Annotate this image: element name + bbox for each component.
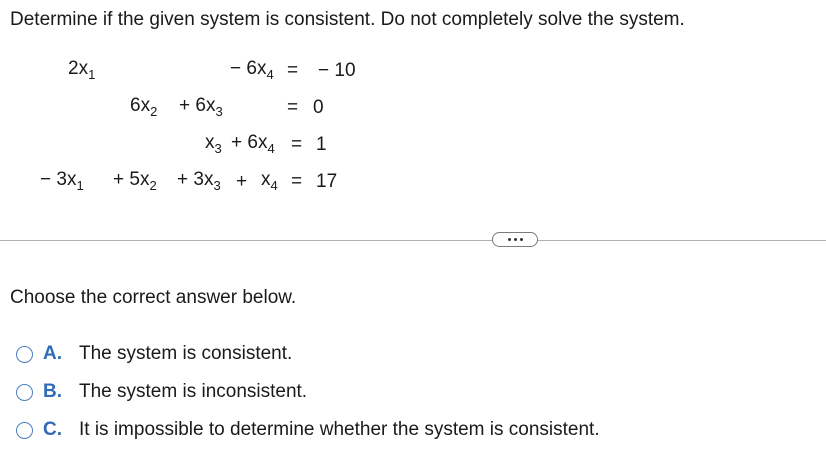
eq3-term-x4: + $6x_4$ [231, 132, 275, 156]
option-text: The system is consistent. [79, 343, 293, 364]
eq4-plus: + [236, 171, 248, 192]
eq4-term-x3: + $3x_3$ [177, 169, 221, 193]
eq4-term-x1: − $3x_1$ [40, 169, 84, 193]
eq4-term-x2: + $5x_2$ [113, 169, 157, 193]
option-c[interactable] [16, 418, 600, 442]
ellipsis-icon [514, 238, 517, 241]
question-text: Determine if the given system is consistent. Do not completely solve the system. [10, 9, 685, 30]
radio-unselected-icon[interactable] [16, 346, 33, 363]
eq4-equals: = [291, 171, 303, 192]
option-letter: C. [43, 419, 62, 440]
eq1-equals: = [287, 60, 299, 81]
option-text: The system is inconsistent. [79, 381, 308, 402]
eq3-term-x3: $x_3$ [205, 132, 222, 156]
eq3-equals: = [291, 134, 303, 155]
eq3-rhs: 1 [316, 134, 327, 155]
option-letter: A. [43, 343, 62, 364]
eq2-term-x3: + $6x_3$ [179, 95, 223, 119]
option-text: It is impossible to determine whether the system is consistent. [79, 419, 600, 440]
radio-unselected-icon[interactable] [16, 384, 33, 401]
section-divider [0, 240, 826, 241]
ellipsis-icon [508, 238, 511, 241]
option-b[interactable] [16, 380, 307, 404]
eq2-rhs: 0 [313, 97, 324, 118]
more-options-button[interactable] [492, 232, 538, 247]
eq1-rhs: − 10 [318, 60, 356, 81]
eq1-term-x4: − $6x_4$ [230, 58, 274, 82]
option-letter: B. [43, 381, 62, 402]
eq1-term-x1: $2x_1$ [68, 58, 96, 82]
radio-unselected-icon[interactable] [16, 422, 33, 439]
eq4-rhs: 17 [316, 171, 338, 192]
ellipsis-icon [520, 238, 523, 241]
eq2-term-x2: $6x_2$ [130, 95, 158, 119]
eq2-equals: = [287, 97, 299, 118]
answer-prompt: Choose the correct answer below. [10, 287, 297, 308]
eq4-term-x4: $x_4$ [261, 169, 278, 193]
option-a[interactable] [16, 342, 292, 366]
